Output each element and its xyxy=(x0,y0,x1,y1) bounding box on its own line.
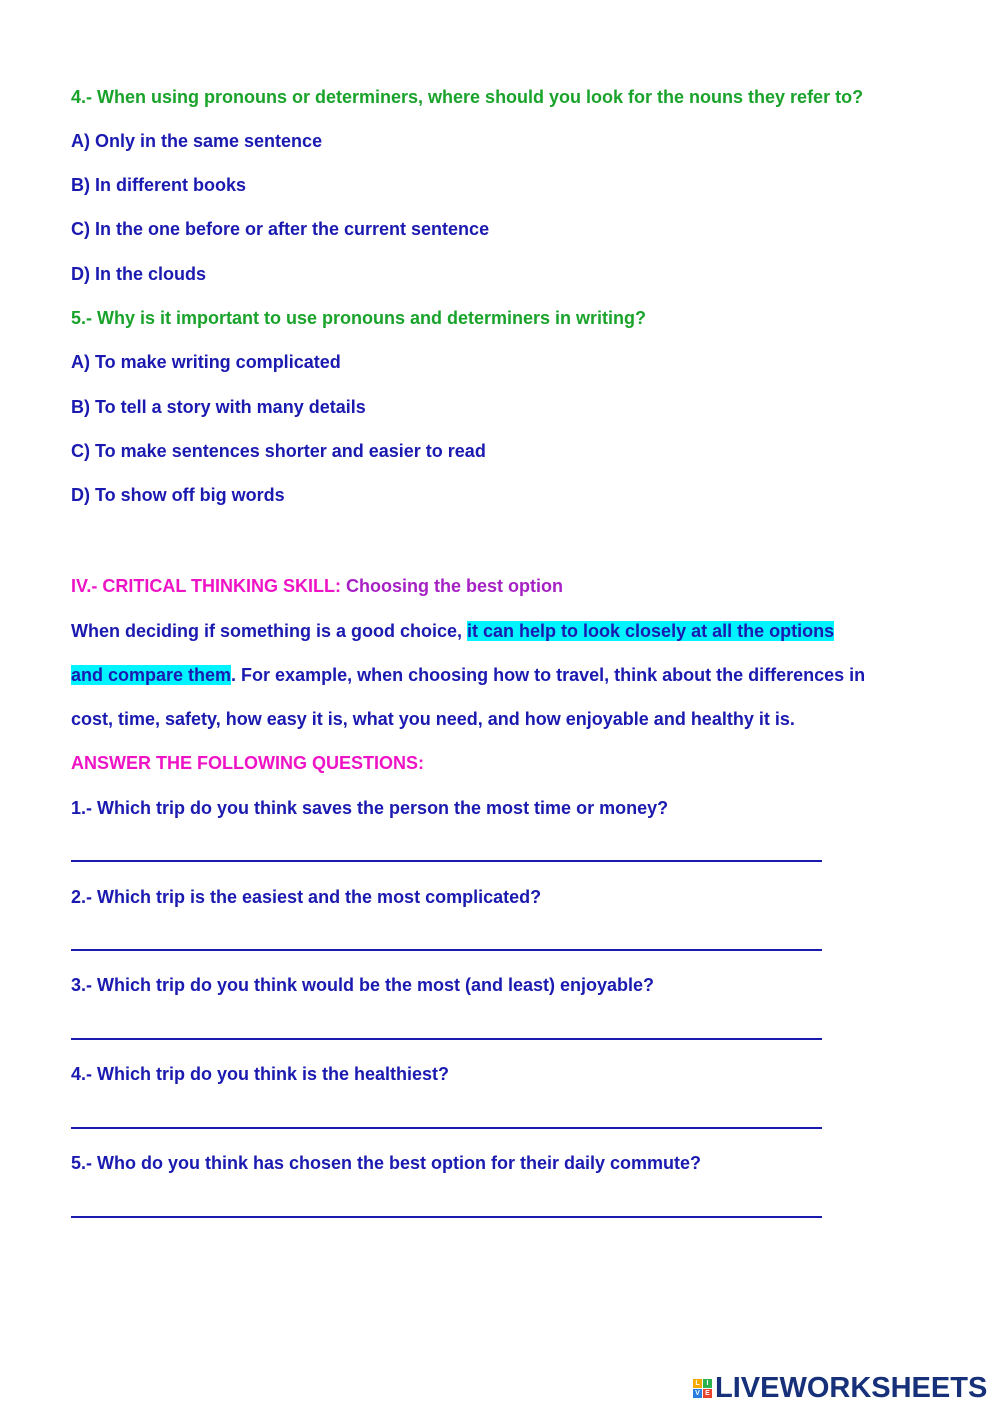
paragraph-text: When deciding if something is a good choice, xyxy=(71,621,468,641)
paragraph-line-2 xyxy=(71,664,865,686)
critical-question-5: 5.- Who do you think has chosen the best option for their daily commute? xyxy=(71,1153,702,1173)
answer-line-3[interactable] xyxy=(71,1038,822,1040)
logo-mark-letter: E xyxy=(703,1389,712,1398)
question-4-option-c[interactable]: C) In the one before or after the current sentence xyxy=(71,219,490,239)
question-5-option-d[interactable]: D) To show off big words xyxy=(71,485,285,505)
logo-mark-letter: I xyxy=(703,1379,712,1388)
highlighted-text: it can help to look closely at all the options xyxy=(467,621,835,641)
question-4-option-b[interactable]: B) In different books xyxy=(71,175,246,195)
question-4-option-d[interactable]: D) In the clouds xyxy=(71,264,206,284)
question-4-option-a[interactable]: A) Only in the same sentence xyxy=(71,131,323,151)
paragraph-text: . For example, when choosing how to travel, think about the differences in xyxy=(231,665,866,685)
answer-line-5[interactable] xyxy=(71,1216,822,1218)
answer-line-4[interactable] xyxy=(71,1127,822,1129)
critical-question-1: 1.- Which trip do you think saves the person the most time or money? xyxy=(71,798,669,818)
logo-mark-icon xyxy=(693,1379,712,1398)
logo-mark-letter: V xyxy=(693,1389,702,1398)
critical-question-2: 2.- Which trip is the easiest and the most complicated? xyxy=(71,887,542,907)
section-label: IV.- CRITICAL THINKING SKILL: xyxy=(71,576,341,596)
logo-text: LIVEWORKSHEETS xyxy=(715,1372,988,1404)
logo-mark-letter: L xyxy=(693,1379,702,1388)
answer-instruction: ANSWER THE FOLLOWING QUESTIONS: xyxy=(71,753,424,773)
paragraph-line-3: cost, time, safety, how easy it is, what you need, and how enjoyable and healthy it is. xyxy=(71,709,795,729)
section-title: Choosing the best option xyxy=(341,576,563,596)
answer-line-1[interactable] xyxy=(71,860,822,862)
liveworksheets-logo xyxy=(693,1373,987,1403)
section-heading xyxy=(71,575,563,597)
paragraph-line-1 xyxy=(71,620,834,642)
question-5-text: 5.- Why is it important to use pronouns and determiners in writing? xyxy=(71,308,647,328)
highlighted-text: and compare them xyxy=(71,665,232,685)
critical-question-4: 4.- Which trip do you think is the healthiest? xyxy=(71,1064,450,1084)
question-5-option-b[interactable]: B) To tell a story with many details xyxy=(71,397,366,417)
critical-question-3: 3.- Which trip do you think would be the most (and least) enjoyable? xyxy=(71,975,655,995)
question-5-option-a[interactable]: A) To make writing complicated xyxy=(71,352,341,372)
question-4-text: 4.- When using pronouns or determiners, where should you look for the nouns they refer to? xyxy=(71,87,864,107)
question-5-option-c[interactable]: C) To make sentences shorter and easier to read xyxy=(71,441,486,461)
answer-line-2[interactable] xyxy=(71,949,822,951)
